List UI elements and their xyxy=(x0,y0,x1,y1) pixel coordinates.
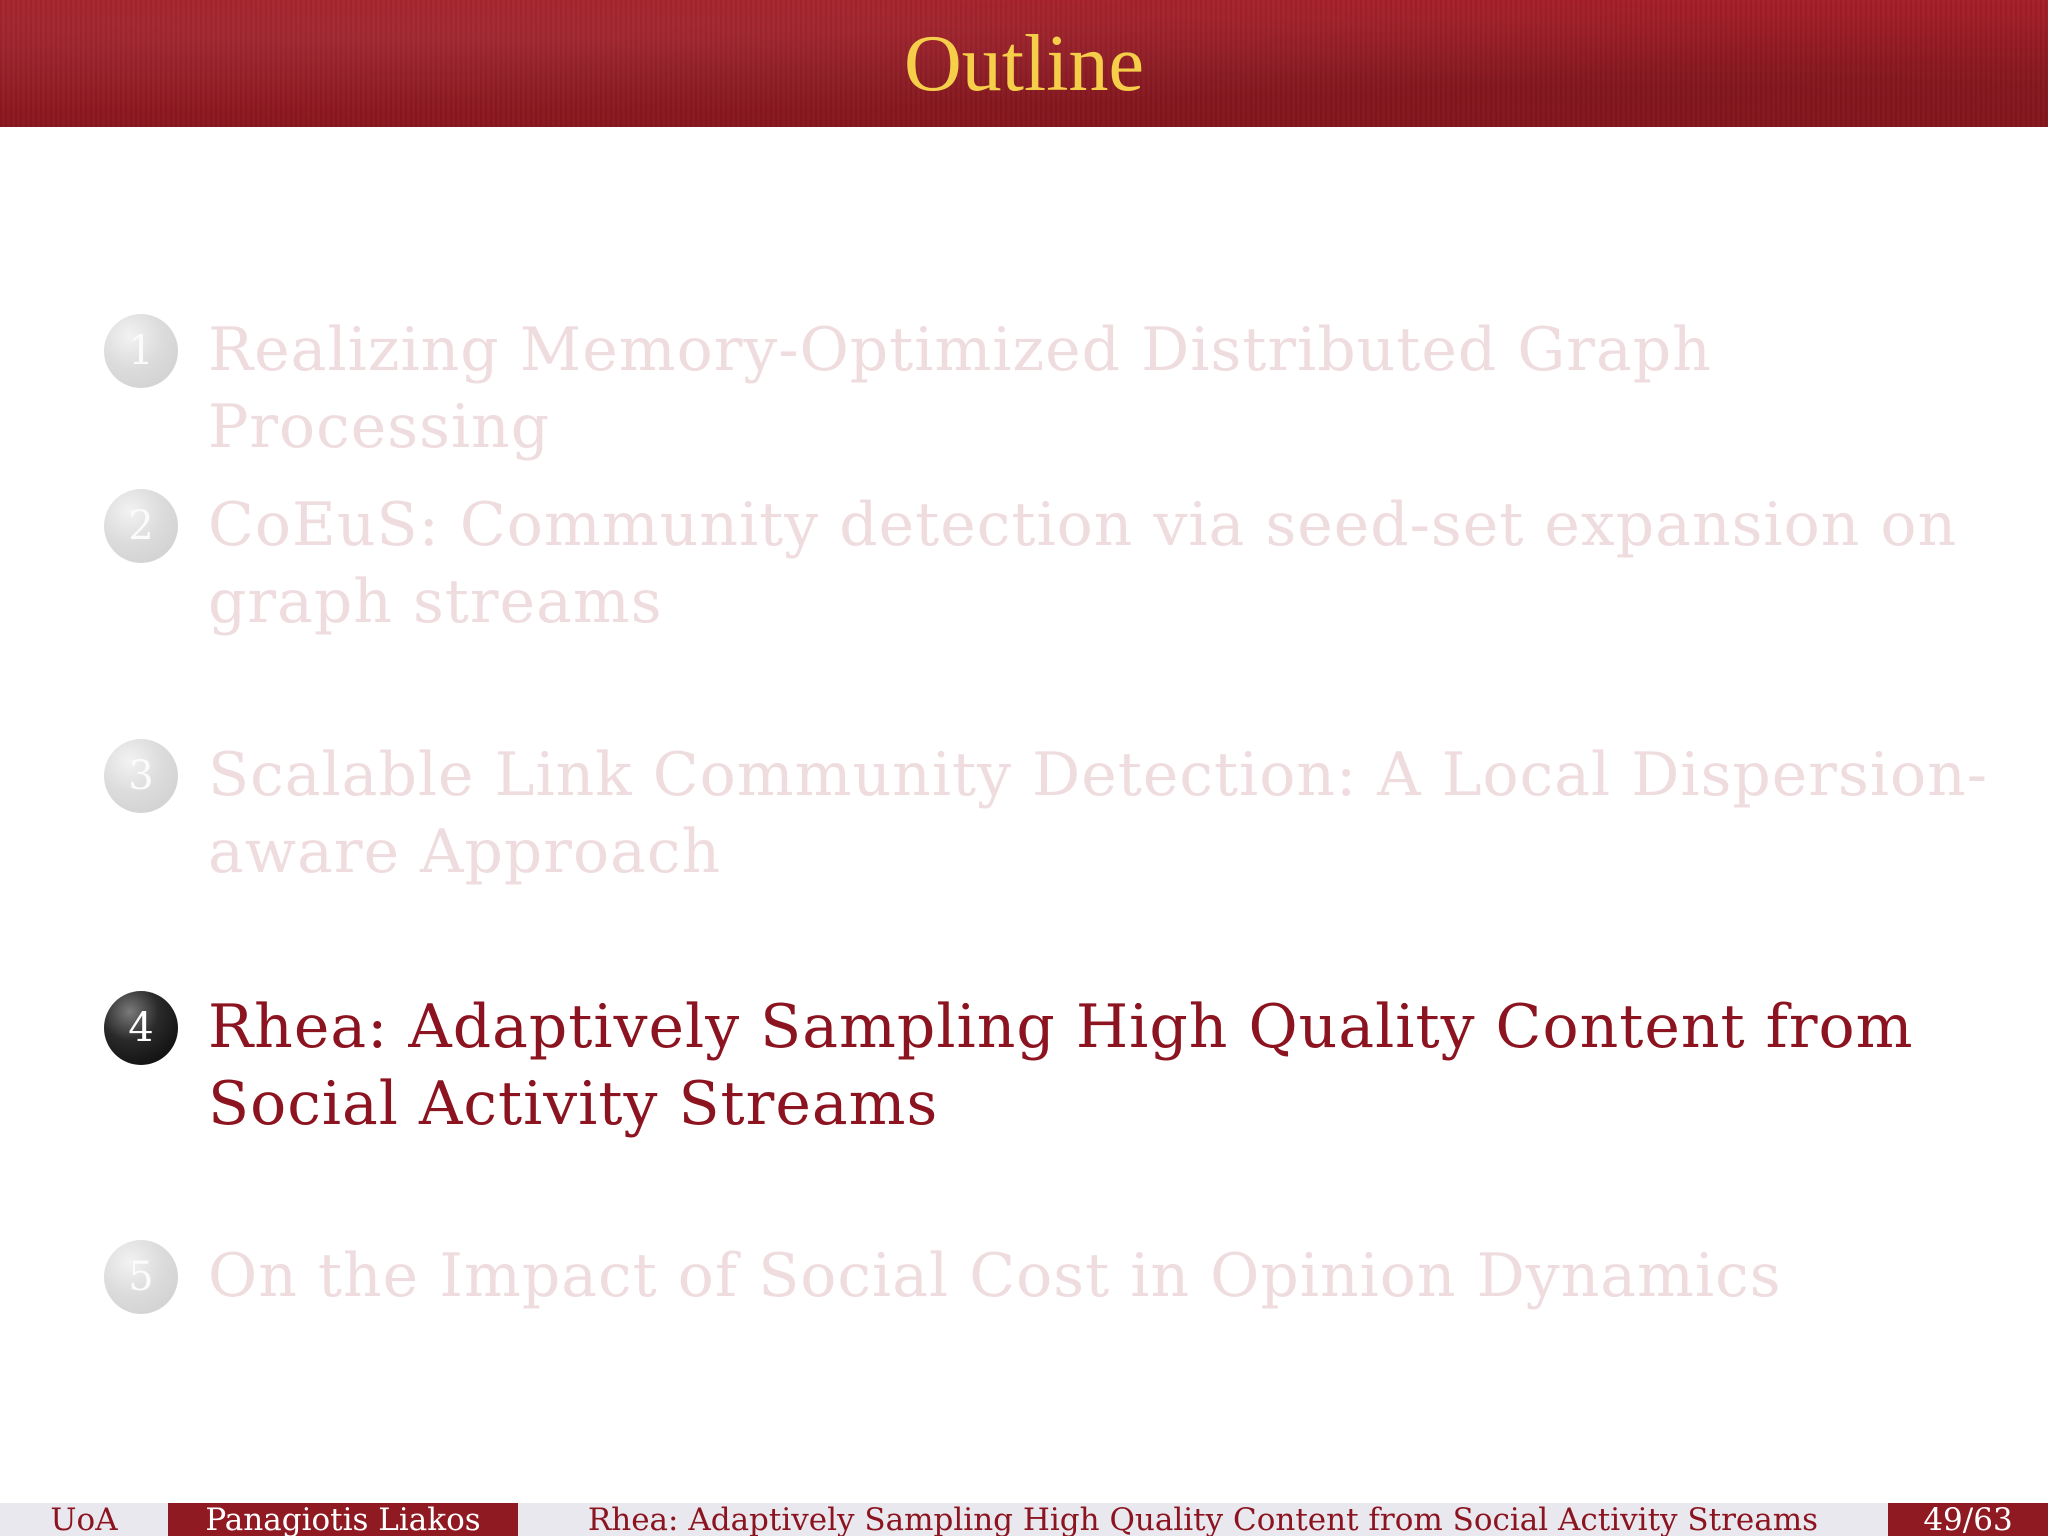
footer-author: Panagiotis Liakos xyxy=(168,1503,518,1536)
footer-page-number: 49/63 xyxy=(1888,1503,2048,1536)
number-ball-icon: 4 xyxy=(104,991,178,1065)
number-ball-icon: 1 xyxy=(104,314,178,388)
outline-item-text: Rhea: Adaptively Sampling High Quality Content from Social Activity Streams xyxy=(208,992,1914,1139)
number-ball-icon: 5 xyxy=(104,1240,178,1314)
number-ball-icon: 3 xyxy=(104,739,178,813)
outline-item-text: On the Impact of Social Cost in Opinion Dynamics xyxy=(208,1241,1782,1311)
outline-item-text: Scalable Link Community Detection: A Local Dispersion-aware Approach xyxy=(208,740,1988,887)
outline-item-text: CoEuS: Community detection via seed-set expansion on graph streams xyxy=(208,490,1958,637)
slide-footer xyxy=(0,1503,2048,1536)
slide-title: Outline xyxy=(904,20,1144,108)
outline-item-text: Realizing Memory-Optimized Distributed Graph Processing xyxy=(208,315,1712,462)
slide-header xyxy=(0,0,2048,127)
footer-institution: UoA xyxy=(0,1503,168,1536)
number-ball-icon: 2 xyxy=(104,489,178,563)
footer-talk-title: Rhea: Adaptively Sampling High Quality Content from Social Activity Streams xyxy=(518,1503,1888,1536)
